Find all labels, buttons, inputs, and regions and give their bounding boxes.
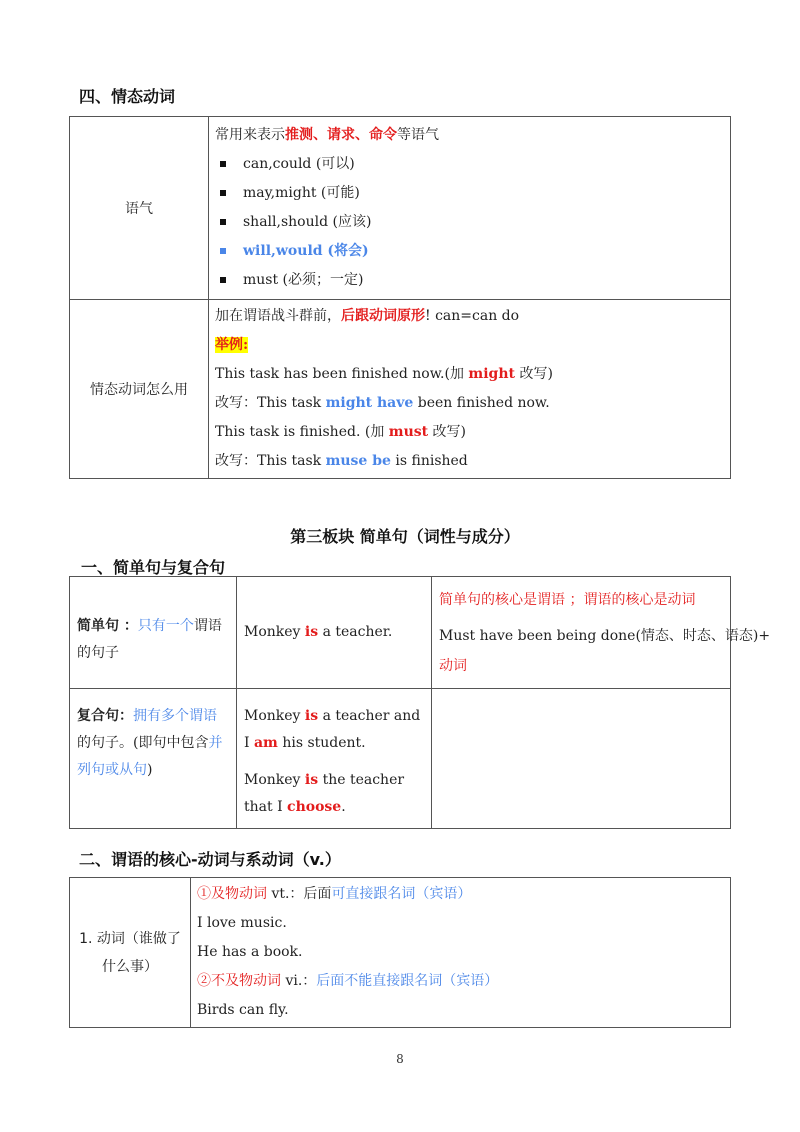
- section-heading-verbs: 二、谓语的核心-动词与系动词（v.）: [79, 850, 341, 869]
- bullet-icon: [220, 161, 226, 167]
- table-row: [70, 117, 731, 300]
- example-label: 举例:: [215, 337, 249, 353]
- section-heading-simple-compound: 一、简单句与复合句: [81, 558, 226, 577]
- table-row: [70, 300, 731, 479]
- row-label-mood: 语气: [70, 117, 209, 300]
- transitive-verb-def: ①及物动词 vt.：后面可直接跟名词（宾语）: [197, 886, 472, 902]
- sentence-types-table: [69, 576, 771, 829]
- row-label-usage: 情态动词怎么用: [70, 300, 209, 479]
- modal-verbs-table: [69, 116, 731, 479]
- page-number: 8: [396, 1052, 404, 1066]
- simple-sentence-example: Monkey is a teacher.: [237, 577, 432, 689]
- list-item: may,might (可能): [215, 179, 730, 208]
- compound-sentence-examples: Monkey is a teacher and I am his student. Monkey is the teacher that I choose.: [237, 689, 432, 829]
- bullet-icon: [220, 190, 226, 196]
- list-item: shall,should (应该): [215, 208, 730, 237]
- simple-sentence-core: 简单句的核心是谓语 ；谓语的核心是动词 Must have been being done(情态、时态、语态)+ 动词: [432, 577, 731, 689]
- usage-rule: 加在谓语战斗群前，后跟动词原形! can=can do: [215, 308, 520, 324]
- bullet-icon: [220, 248, 226, 254]
- compound-sentence-label: 复合句：拥有多个谓语的句子。(即句中包含并列句或从句): [70, 689, 237, 829]
- bullet-icon: [220, 277, 226, 283]
- verb-label: 1. 动词（谁做了什么事）: [70, 878, 191, 1028]
- table-row: [70, 689, 731, 829]
- table-row: [70, 577, 731, 689]
- mood-intro: 常用来表示推测、请求、命令等语气: [215, 127, 439, 143]
- verbs-table: [69, 877, 731, 1028]
- list-item: must (必须；一定): [215, 266, 730, 295]
- list-item: will,would (将会): [215, 237, 730, 266]
- example-sentence: He has a book.: [197, 944, 303, 960]
- bullet-icon: [220, 219, 226, 225]
- example-sentence: This task is finished. (加 must 改写): [215, 424, 467, 440]
- example-sentence: I love music.: [197, 915, 287, 931]
- rewrite-sentence: 改写：This task might have been finished now.: [215, 395, 550, 411]
- section-heading-modal-verbs: 四、情态动词: [79, 87, 176, 106]
- table-row: [70, 878, 731, 1028]
- simple-sentence-label: 简单句 ：只有一个谓语的句子: [70, 577, 237, 689]
- intransitive-verb-def: ②不及物动词 vi.：后面不能直接跟名词（宾语）: [197, 973, 499, 989]
- example-sentence: This task has been finished now.(加 might 改写): [215, 366, 553, 382]
- list-item: can,could (可以): [215, 150, 730, 179]
- example-sentence: Birds can fly.: [197, 1002, 289, 1018]
- rewrite-sentence: 改写：This task muse be is finished: [215, 453, 468, 469]
- part-title: 第三板块 简单句（词性与成分）: [290, 527, 520, 546]
